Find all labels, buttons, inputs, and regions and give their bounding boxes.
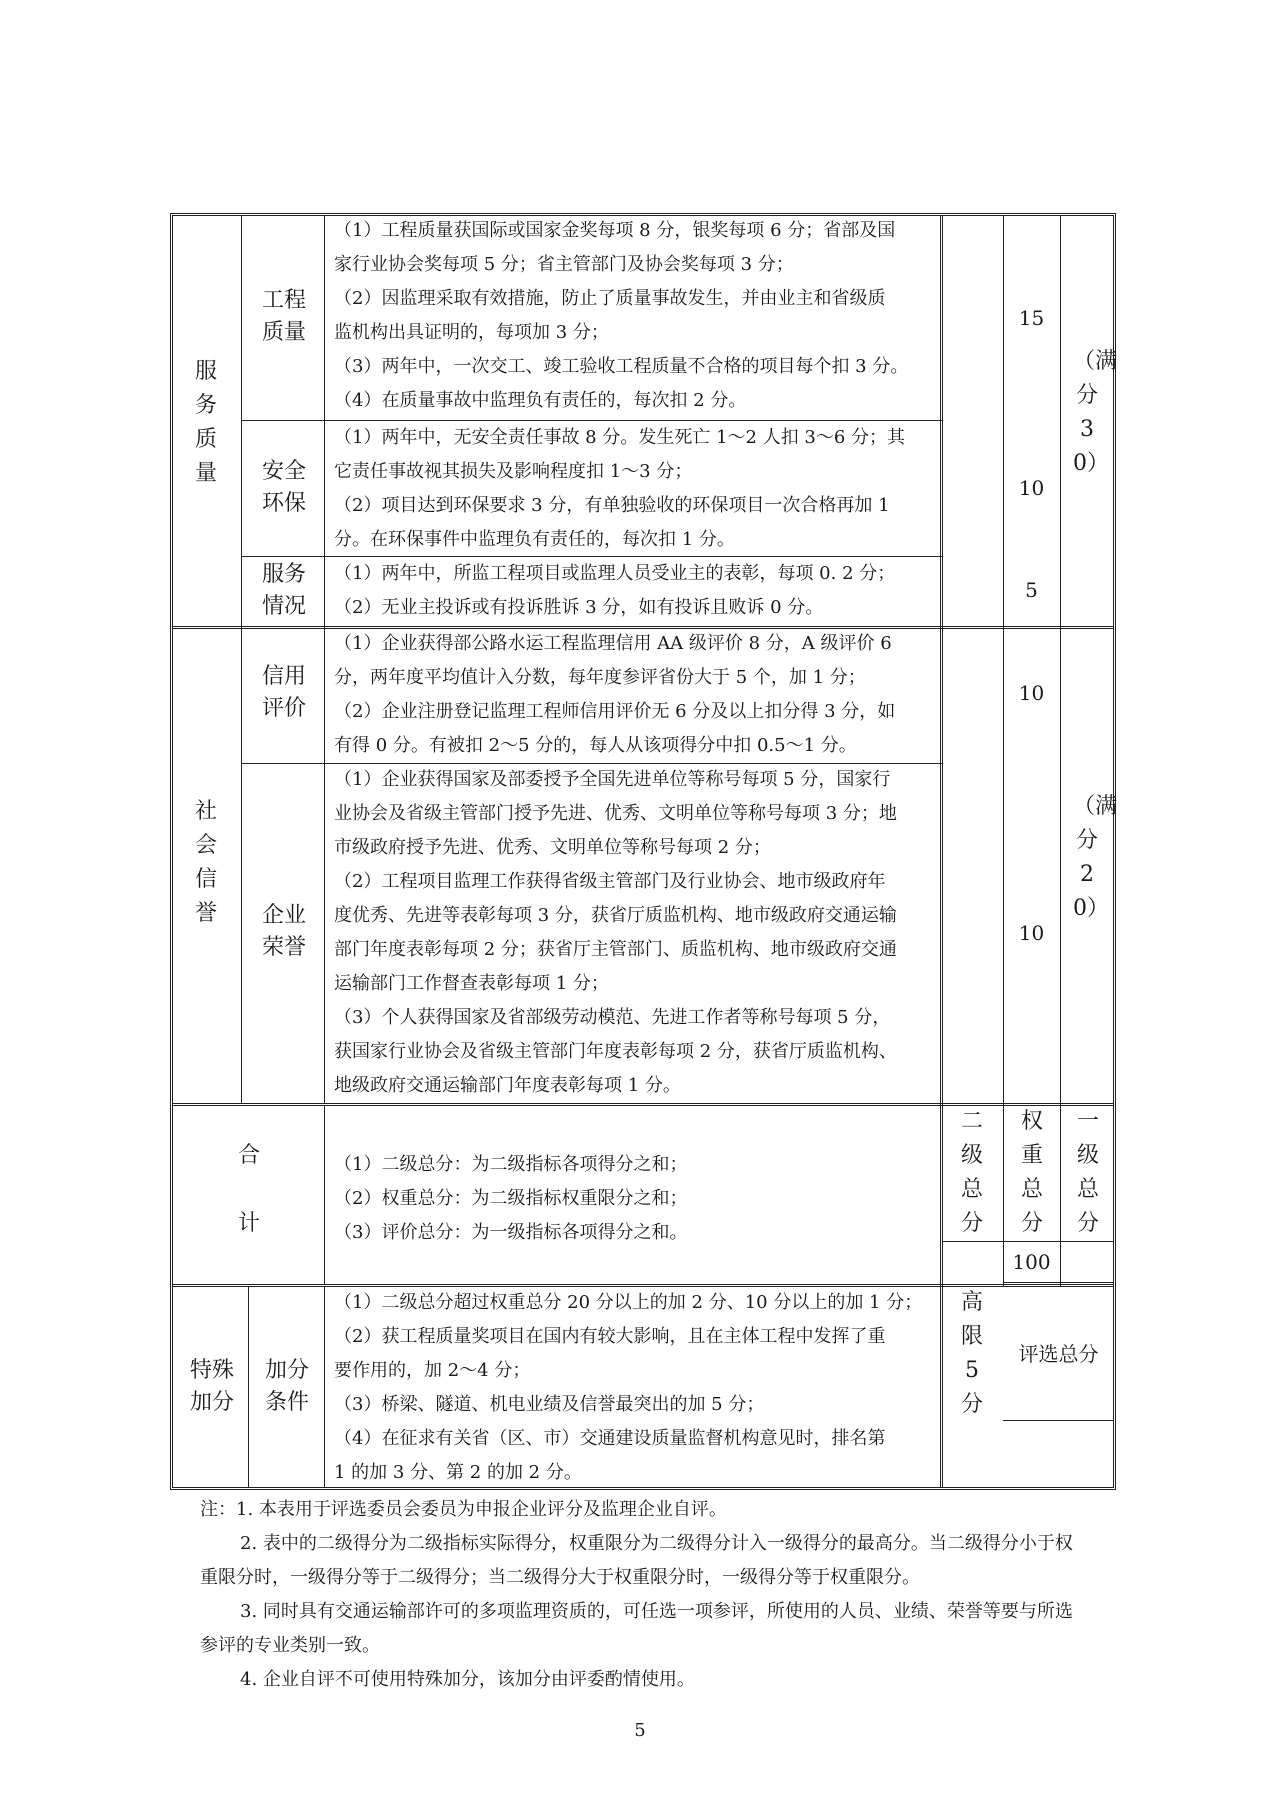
text-line: （1）二级总分：为二级指标各项得分之和； bbox=[334, 1154, 688, 1175]
text-line: （1）工程质量获国际或国家金奖每项 8 分，银奖每项 6 分；省部及国 bbox=[334, 220, 896, 241]
note-3-cont: 参评的专业类别一致。 bbox=[200, 1635, 380, 1656]
text-line: （2）权重总分：为二级指标权重限分之和； bbox=[334, 1188, 688, 1209]
text-line: （1）企业获得国家及部委授予全国先进单位等称号每项 5 分，国家行 bbox=[334, 769, 891, 790]
category-char: 质 bbox=[194, 427, 217, 452]
total-text bbox=[334, 1148, 687, 1250]
text-line: 市级政府授予先进、优秀、文明单位等称号每项 2 分； bbox=[334, 837, 771, 858]
text-line: （2）获工程质量奖项目在国内有较大影响，且在主体工程中发挥了重 bbox=[334, 1326, 886, 1347]
text-line: 分，两年度平均值计入分数，每年度参评省份大于 5 个，加 1 分； bbox=[334, 667, 866, 688]
text-line: （2）无业主投诉或有投诉胜诉 3 分，如有投诉且败诉 0 分。 bbox=[334, 597, 824, 618]
text-line: （1）两年中，无安全责任事故 8 分。发生死亡 1～2 人扣 3～6 分；其 bbox=[334, 427, 906, 448]
item-name-text: 加分条件 bbox=[264, 1358, 309, 1415]
bonus-conditions-text bbox=[334, 1286, 922, 1490]
weight-score: 10 bbox=[1018, 476, 1045, 500]
item-name-credit-rating bbox=[245, 661, 323, 725]
category-service-quality bbox=[186, 355, 226, 491]
text-line: （3）个人获得国家及省部级劳动模范、先进工作者等称号每项 5 分， bbox=[334, 1007, 891, 1028]
full-score-service-quality bbox=[1067, 345, 1118, 481]
text-line: （1）企业获得部公路水运工程监理信用 AA 级评价 8 分，A 级评价 6 bbox=[334, 633, 892, 654]
item-name-text: 安全环保 bbox=[261, 459, 306, 516]
text-line: （2）企业注册登记监理工程师信用评价无 6 分及以上扣分得 3 分，如 bbox=[334, 701, 896, 722]
text-line: （3）桥梁、隧道、机电业绩及信誉最突出的加 5 分； bbox=[334, 1394, 765, 1415]
text-line: 业协会及省级主管部门授予先进、优秀、文明单位等称号每项 3 分；地 bbox=[334, 803, 897, 824]
total-label-2: 计 bbox=[237, 1211, 260, 1236]
weight-score: 10 bbox=[1018, 681, 1045, 705]
text-line: 它责任事故视其损失及影响程度扣 1～3 分； bbox=[334, 461, 693, 482]
item-text-credit-rating bbox=[334, 627, 895, 763]
text-line: （1）二级总分超过权重总分 20 分以上的加 2 分、10 分以上的加 1 分； bbox=[334, 1292, 923, 1313]
full-score-social-credit bbox=[1067, 790, 1118, 926]
row-divider bbox=[942, 1241, 1114, 1242]
item-name-text: 企业荣誉 bbox=[261, 903, 306, 960]
text-line: （4）在质量事故中监理负有责任的，每次扣 2 分。 bbox=[334, 390, 747, 411]
text-line: （2）工程项目监理工作获得省级主管部门及行业协会、地市级政府年 bbox=[334, 871, 886, 892]
item-name-service-status bbox=[245, 559, 323, 623]
category-special-bonus bbox=[182, 1355, 242, 1419]
col-divider bbox=[1003, 215, 1004, 1286]
text-line: 部门年度表彰每项 2 分；获省厅主管部门、质监机构、地市级政府交通 bbox=[334, 939, 897, 960]
text-line: 度优秀、先进等表彰每项 3 分，获省厅质监机构、地市级政府交通运输 bbox=[334, 905, 897, 926]
item-text-service-status bbox=[334, 557, 895, 625]
note-2: 2. 表中的二级得分为二级指标实际得分，权重限分为二级得分计入一级得分的最高分。当二级得分小于权 bbox=[240, 1533, 1073, 1554]
col-divider bbox=[248, 1286, 249, 1488]
item-text-enterprise-honor bbox=[334, 763, 897, 1103]
category-char: 社 bbox=[194, 799, 217, 824]
item-name-text: 工程质量 bbox=[261, 288, 306, 345]
text-line: （4）在征求有关省（区、市）交通建设质量监督机构意见时，排名第 bbox=[334, 1428, 886, 1449]
col-divider bbox=[324, 1286, 325, 1488]
text-line: 分。在环保事件中监理负有责任的，每次扣 1 分。 bbox=[334, 529, 735, 550]
note-4: 4. 企业自评不可使用特殊加分，该加分由评委酌情使用。 bbox=[240, 1669, 695, 1690]
item-name-enterprise-honor bbox=[245, 900, 323, 964]
col-divider bbox=[324, 1105, 325, 1285]
item-text-engineering-quality bbox=[334, 214, 908, 418]
text-line: 获国家行业协会及省级主管部门年度表彰每项 2 分，获省厅质监机构、 bbox=[334, 1041, 897, 1062]
header-text: 权重总分 bbox=[1020, 1109, 1043, 1236]
text-line: （3）评价总分：为一级指标各项得分之和。 bbox=[334, 1222, 688, 1243]
row-divider bbox=[1003, 1420, 1114, 1421]
item-name-text: 服务情况 bbox=[261, 562, 306, 619]
item-text-safety-environment bbox=[334, 421, 905, 557]
category-char: 誉 bbox=[194, 901, 217, 926]
category-char: 量 bbox=[194, 461, 217, 486]
category-social-credit bbox=[186, 795, 226, 931]
item-name-text: 信用评价 bbox=[261, 664, 306, 721]
weight-score: 15 bbox=[1018, 306, 1045, 330]
text-line: 1 的加 3 分、第 2 的加 2 分。 bbox=[334, 1462, 582, 1483]
page-number: 5 bbox=[634, 1720, 646, 1741]
item-name-safety-environment bbox=[245, 456, 323, 520]
weight-score: 10 bbox=[1018, 921, 1045, 945]
category-char: 会 bbox=[194, 833, 217, 858]
item-name-bonus-conditions bbox=[254, 1355, 320, 1419]
bonus-limit-text: 高限5分 bbox=[960, 1290, 983, 1417]
total-label-1: 合 bbox=[237, 1143, 260, 1168]
text-line: 地级政府交通运输部门年度表彰每项 1 分。 bbox=[334, 1075, 681, 1096]
col-divider bbox=[940, 215, 943, 1488]
header-primary-total bbox=[1068, 1105, 1108, 1241]
bonus-limit bbox=[952, 1286, 992, 1422]
note-1: 注：1. 本表用于评选委员会委员为申报企业评分及监理企业自评。 bbox=[200, 1499, 727, 1520]
weight-total-value: 100 bbox=[1012, 1250, 1051, 1274]
header-weight-total bbox=[1012, 1105, 1052, 1241]
text-line: 运输部门工作督查表彰每项 1 分； bbox=[334, 973, 609, 994]
note-3: 3. 同时具有交通运输部许可的多项监理资质的，可任选一项参评，所使用的人员、业绩、荣誉等要与所选 bbox=[240, 1601, 1073, 1622]
col-divider bbox=[324, 215, 325, 1104]
header-text: 二级总分 bbox=[960, 1109, 983, 1236]
header-text: 一级总分 bbox=[1076, 1109, 1099, 1236]
col-divider bbox=[241, 215, 242, 1104]
note-2-cont: 重限分时，一级得分等于二级得分；当二级得分大于权重限分时，一级得分等于权重限分。 bbox=[200, 1567, 920, 1588]
category-char: 信 bbox=[194, 867, 217, 892]
text-line: （1）两年中，所监工程项目或监理人员受业主的表彰，每项 0. 2 分； bbox=[334, 563, 896, 584]
category-char: 服 bbox=[194, 359, 217, 384]
header-secondary-total bbox=[952, 1105, 992, 1241]
text-line: 家行业协会奖每项 5 分；省主管部门及协会奖每项 3 分； bbox=[334, 254, 794, 275]
text-line: 要作用的，加 2～4 分； bbox=[334, 1360, 531, 1381]
item-name-engineering-quality bbox=[245, 285, 323, 349]
text-line: 监机构出具证明的，每项加 3 分； bbox=[334, 322, 609, 343]
selection-total-label: 评选总分 bbox=[1018, 1342, 1099, 1366]
weight-score: 5 bbox=[1025, 578, 1038, 602]
col-divider bbox=[1060, 215, 1061, 1286]
full-score-text: （满分30） bbox=[1073, 349, 1118, 476]
text-line: （2）因监理采取有效措施，防止了质量事故发生，并由业主和省级质 bbox=[334, 288, 886, 309]
category-text: 特殊加分 bbox=[189, 1358, 234, 1415]
text-line: （3）两年中，一次交工、竣工验收工程质量不合格的项目每个扣 3 分。 bbox=[334, 356, 909, 377]
text-line: 有得 0 分。有被扣 2～5 分的，每人从该项得分中扣 0.5～1 分。 bbox=[334, 735, 857, 756]
row-divider bbox=[1003, 1282, 1114, 1283]
category-char: 务 bbox=[194, 393, 217, 418]
full-score-text: （满分20） bbox=[1073, 794, 1118, 921]
text-line: （2）项目达到环保要求 3 分，有单独验收的环保项目一次合格再加 1 bbox=[334, 495, 890, 516]
